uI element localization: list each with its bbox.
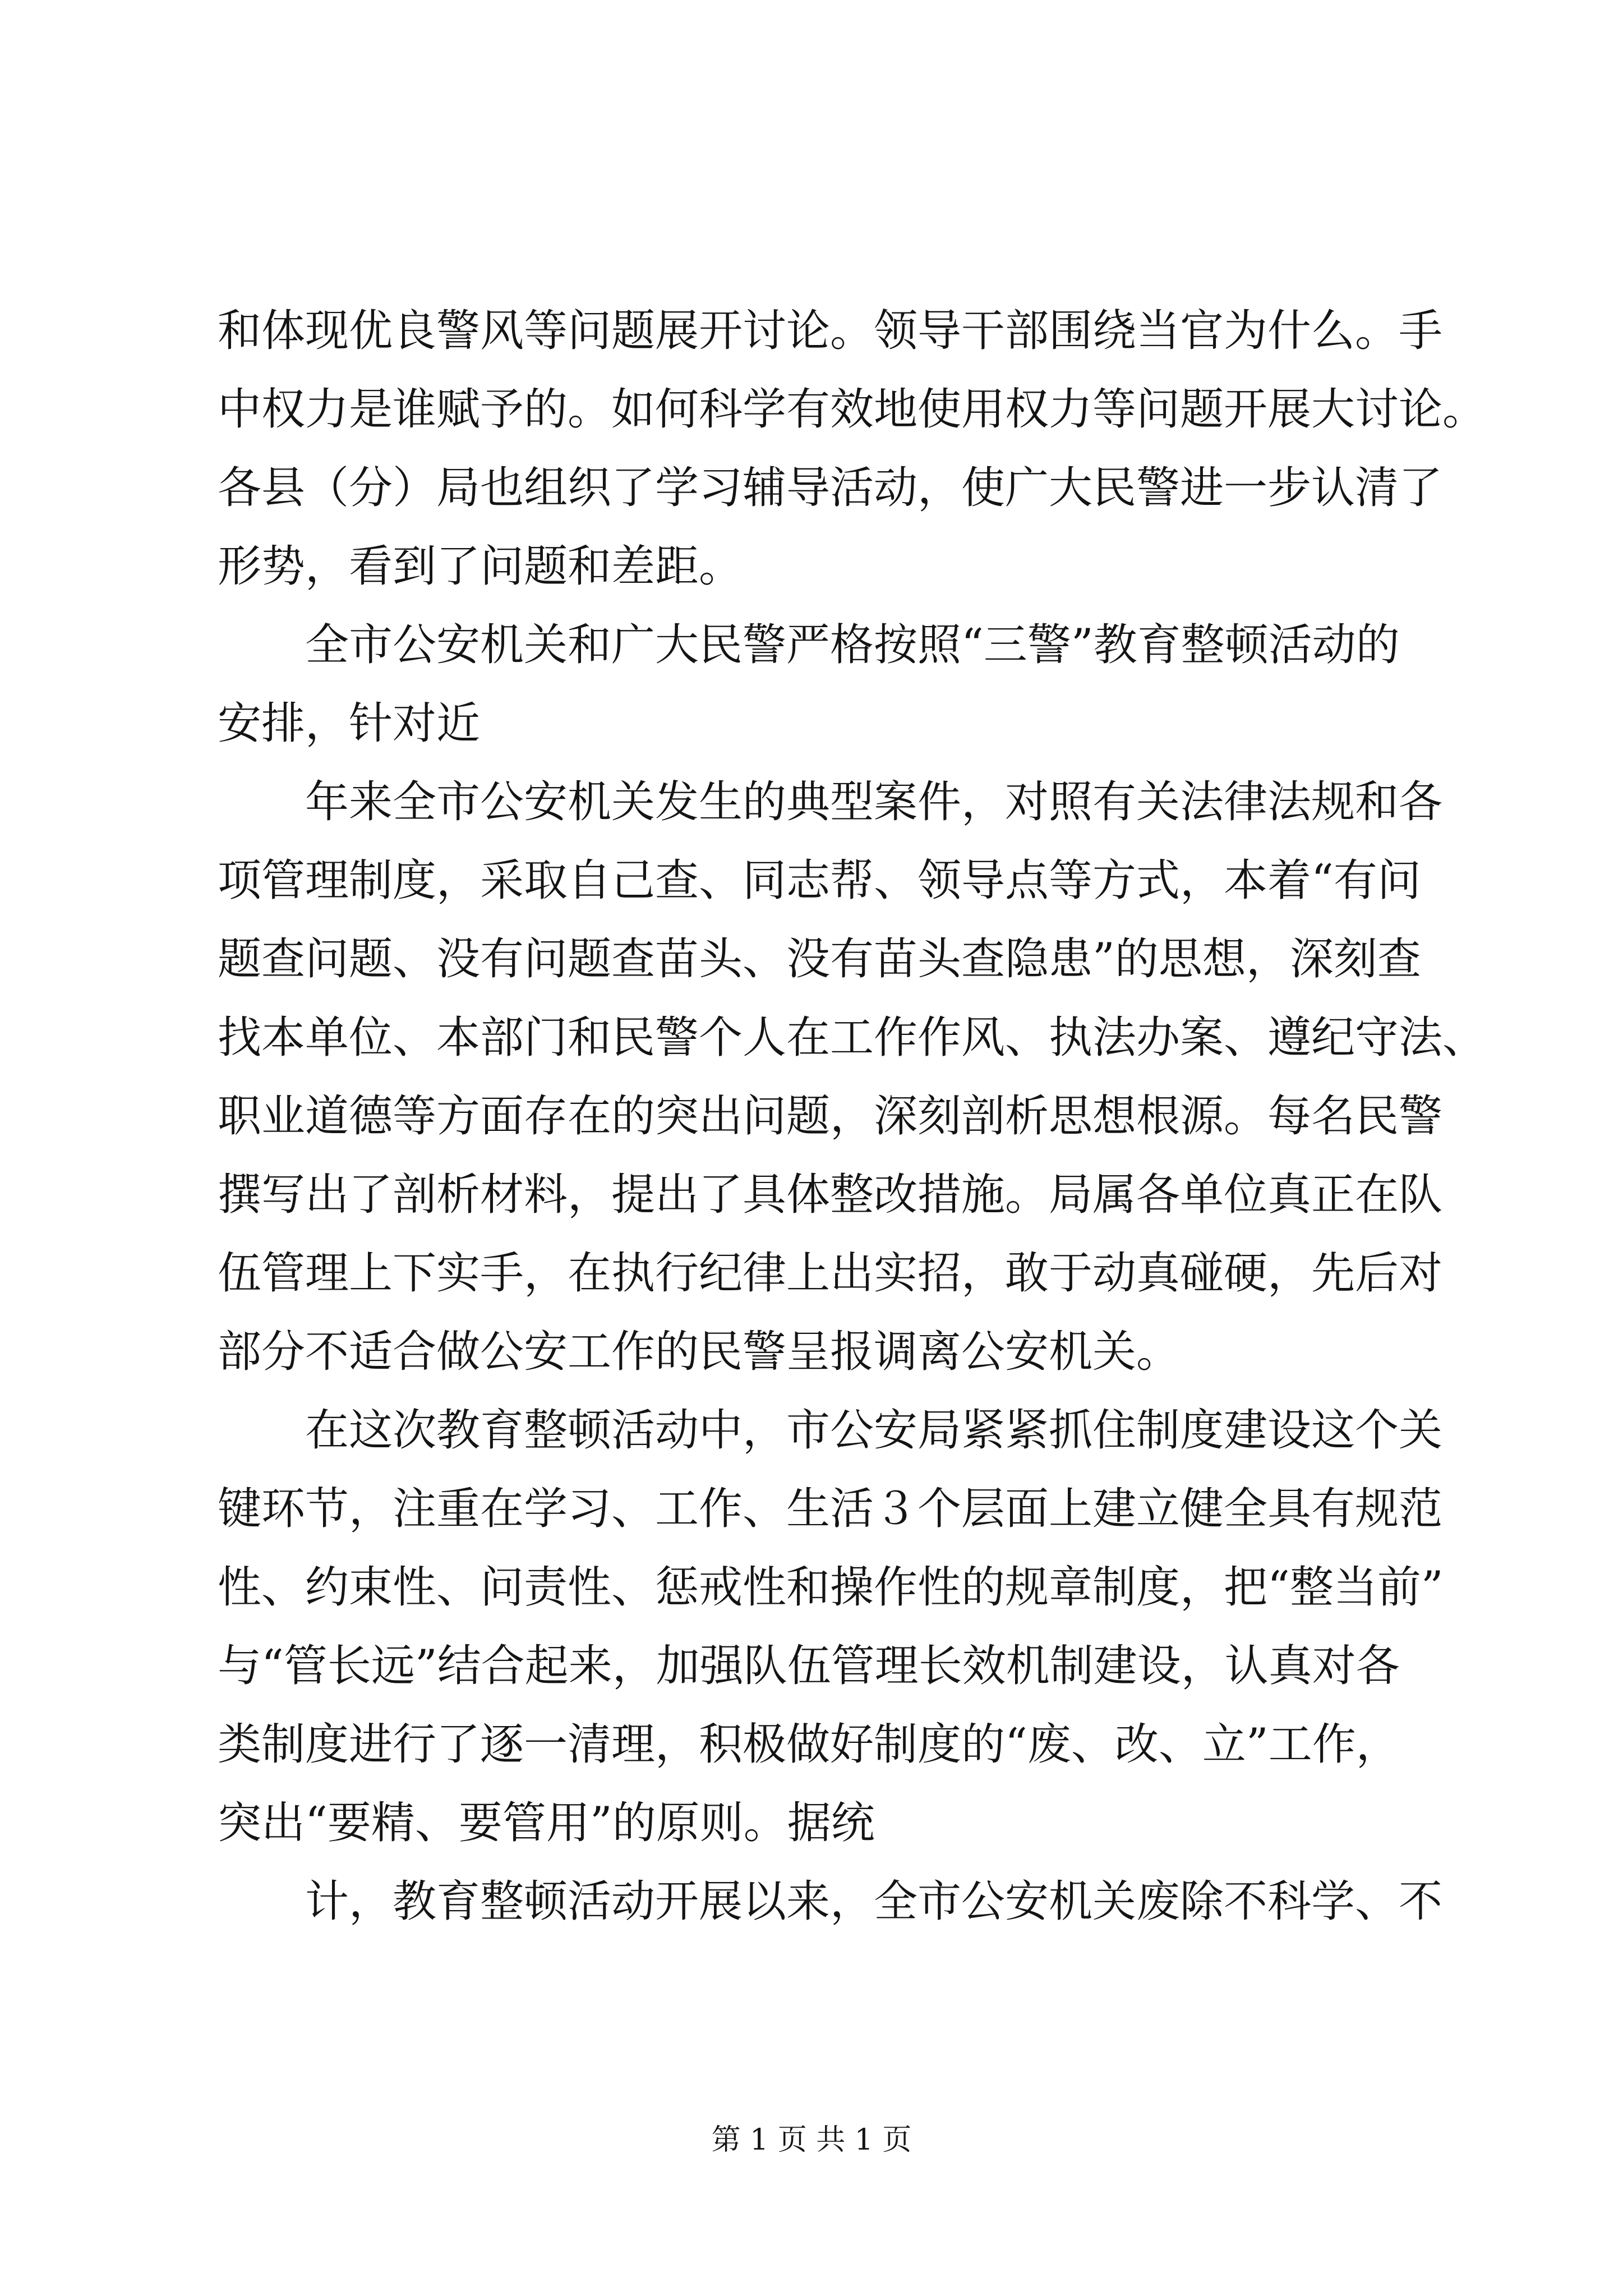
text-line: 找本单位、本部门和民警个人在工作作风、执法办案、遵纪守法、	[218, 1013, 1487, 1063]
text-line: 键环节，注重在学习、工作、生活３个层面上建立健全具有规范	[218, 1484, 1443, 1534]
document-body	[218, 292, 1507, 1941]
text-line: 撰写出了剖析材料，提出了具体整改措施。局属各单位真正在队	[218, 1170, 1443, 1220]
text-line: 计，教育整顿活动开展以来，全市公安机关废除不科学、不	[305, 1876, 1443, 1927]
text-line: 与“管长远”结合起来，加强队伍管理长效机制建设，认真对各	[218, 1641, 1400, 1691]
text-line: 中权力是谁赋予的。如何科学有效地使用权力等问题开展大讨论。	[218, 384, 1487, 435]
text-line: 职业道德等方面存在的突出问题，深刻剖析思想根源。每名民警	[218, 1091, 1443, 1142]
text-line: 伍管理上下实手，在执行纪律上出实招，敢于动真碰硬，先后对	[218, 1248, 1443, 1299]
text-line: 类制度进行了逐一清理，积极做好制度的“废、改、立”工作，	[218, 1719, 1400, 1770]
text-line: 突出“要精、要管用”的原则。据统	[218, 1798, 875, 1848]
text-line: 题查问题、没有问题查苗头、没有苗头查隐患”的思想，深刻查	[218, 934, 1421, 984]
text-line: 项管理制度，采取自己查、同志帮、领导点等方式，本着“有问	[218, 855, 1421, 906]
text-line: 和体现优良警风等问题展开讨论。领导干部围绕当官为什么。手	[218, 306, 1443, 356]
text-line: 性、约束性、问责性、惩戒性和操作性的规章制度，把“整当前”	[218, 1562, 1444, 1613]
text-line: 安排，针对近	[218, 698, 481, 749]
text-line: 在这次教育整顿活动中，市公安局紧紧抓住制度建设这个关	[305, 1405, 1443, 1456]
page-footer: 第 1 页 共 1 页	[711, 2123, 912, 2157]
text-line: 年来全市公安机关发生的典型案件，对照有关法律法规和各	[305, 777, 1443, 827]
text-line: 各县（分）局也组织了学习辅导活动，使广大民警进一步认清了	[218, 463, 1443, 513]
text-line: 部分不适合做公安工作的民警呈报调离公安机关。	[218, 1327, 1181, 1377]
text-line: 全市公安机关和广大民警严格按照“三警”教育整顿活动的	[305, 620, 1400, 670]
text-line: 形势，看到了问题和差距。	[218, 541, 743, 592]
